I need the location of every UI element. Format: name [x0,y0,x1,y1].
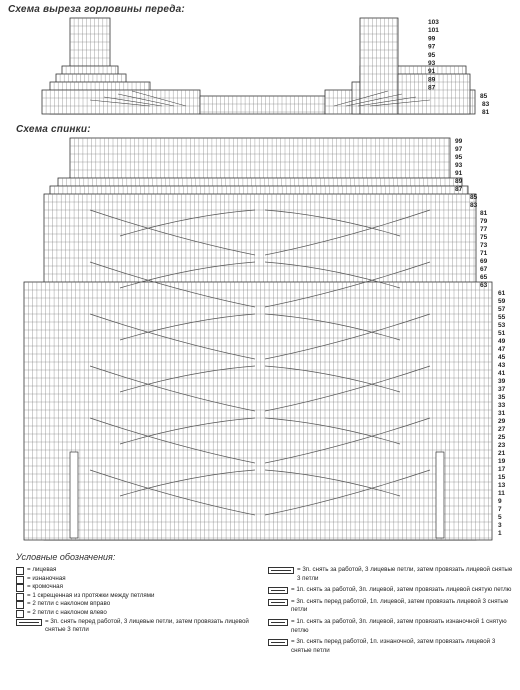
back-row-number: 73 [480,242,488,249]
legend-item-crossed [16,592,262,601]
front-row-number: 81 [482,109,490,117]
back-row-number: 99 [455,138,463,145]
front-row-number: 95 [428,51,436,59]
cross-3-1-front-icon [268,599,288,606]
back-row-number: 21 [498,450,506,457]
legend-item-cross-3-1-front [268,598,513,615]
legend-text: = лицевая [27,566,57,573]
legend-right-column [268,566,513,658]
back-row-number: 83 [470,202,478,209]
back-row-number: 87 [455,186,463,193]
back-row-number: 47 [498,346,506,353]
back-row-number: 65 [480,274,488,281]
legend-text: = 3п. снять перед работой, 1п. лицевой, затем провязать лицевой 3 снятые петли [291,597,509,614]
back-row-number: 25 [498,434,506,441]
back-row-number: 37 [498,386,506,393]
back-row-number: 63 [480,282,488,289]
cross-3-1-purl-icon [268,639,288,646]
back-row-number: 17 [498,466,506,473]
back-row-number: 85 [470,194,478,201]
legend-item-cable-back [268,566,513,583]
edge-symbol-icon [16,584,24,592]
legend-item-right-slant [16,600,262,609]
back-row-number: 67 [480,266,488,273]
front-row-number: 83 [482,101,490,108]
legend-text: = 3п. снять перед работой, 1п. изнаночной, затем провязать лицевой 3 снятые петли [291,638,496,654]
back-row-number: 29 [498,418,506,425]
legend-item-left-slant [16,609,262,618]
back-row-number: 31 [498,410,506,417]
back-row-number: 51 [498,330,506,337]
front-neckline-grid [42,18,475,114]
back-row-number: 57 [498,306,506,313]
back-row-number: 95 [455,154,463,161]
back-row-number: 23 [498,442,506,449]
back-row-number: 15 [498,474,506,481]
back-row-number: 79 [480,218,488,225]
legend-left-column [16,566,262,635]
back-row-number: 7 [498,506,502,513]
back-row-number: 61 [498,290,506,297]
front-row-number: 89 [428,76,436,84]
legend-item-cross-3-1-purl [268,638,513,655]
back-row-number: 45 [498,354,506,361]
front-row-number: 101 [428,27,439,35]
back-row-number: 55 [498,314,506,321]
cable-back-icon [268,567,294,574]
legend-text: = изнаночная [27,574,66,582]
cable-front-icon [16,619,42,626]
front-chart-title: Схема выреза горловины переда: [8,4,185,15]
purl-symbol-icon [16,576,24,584]
back-row-number: 33 [498,402,506,409]
legend-text: = 2 петли с наклоном влево [27,608,107,616]
left-slant-icon [16,610,24,618]
legend-text: = 1п. снять за работой, 3п. лицевой, затем провязать лицевой снятую петлю [291,586,512,594]
back-row-number: 89 [455,178,463,185]
back-row-number: 69 [480,258,488,265]
back-row-number: 27 [498,426,506,433]
back-row-number: 11 [498,490,505,497]
legend-text: = 3п. снять за работой, 3 лицевые петли, затем провязать лицевой снятые 3 петли [297,566,513,582]
back-chart-title: Схема спинки: [16,124,91,135]
legend-item-cross-1-3-purl [268,618,513,635]
back-row-number: 97 [455,146,463,153]
legend-item-knit [16,566,262,575]
legend-text: = 1п. снять за работой, 3п. лицевой, затем провязать изнаночной 1 снятую петлю [291,617,507,634]
legend-text: = 2 петли с наклоном вправо [27,600,111,608]
back-row-number: 3 [498,522,502,529]
back-row-number: 91 [455,170,463,177]
back-row-number: 41 [498,370,506,377]
back-row-number: 93 [455,162,463,169]
front-row-number: 87 [428,84,436,92]
legend-text: = 1 скрещенная из протяжки между петлями [27,591,155,599]
back-grid [24,138,492,540]
cross-1-3-back-icon [268,587,288,594]
legend-item-edge [16,583,262,592]
back-row-number: 35 [498,394,506,401]
back-row-number: 75 [480,234,488,241]
back-row-number: 9 [498,498,502,505]
back-row-number: 77 [480,226,488,233]
right-slant-icon [16,601,24,609]
legend-item-purl [16,575,262,584]
back-row-number: 71 [480,250,488,257]
legend-text: = кромочная [27,583,63,591]
back-row-number: 39 [498,378,506,385]
legend-item-cable-front [16,618,262,635]
front-row-number: 91 [428,68,436,76]
back-row-number: 81 [480,210,488,217]
back-row-number: 19 [498,458,506,465]
knit-symbol-icon [16,567,24,575]
front-row-number: 97 [428,43,436,51]
front-row-number: 85 [480,92,488,100]
back-row-number: 13 [498,482,506,489]
front-row-number: 99 [428,35,436,43]
crossed-symbol-icon [16,593,24,601]
legend-item-cross-1-3-back [268,586,513,595]
back-row-number: 5 [498,514,502,521]
front-row-number: 103 [428,19,439,26]
back-row-number: 49 [498,338,506,345]
front-row-number: 93 [428,60,436,67]
cross-1-3-purl-icon [268,619,288,626]
back-row-number: 59 [498,298,506,305]
back-row-number: 53 [498,322,506,329]
legend-text: = 3п. снять перед работой, 3 лицевые петли, затем провязать лицевой снятые 3 петли [45,617,249,634]
legend-title: Условные обозначения: [16,552,116,562]
back-row-number: 43 [498,362,506,369]
back-row-number: 1 [498,530,502,537]
